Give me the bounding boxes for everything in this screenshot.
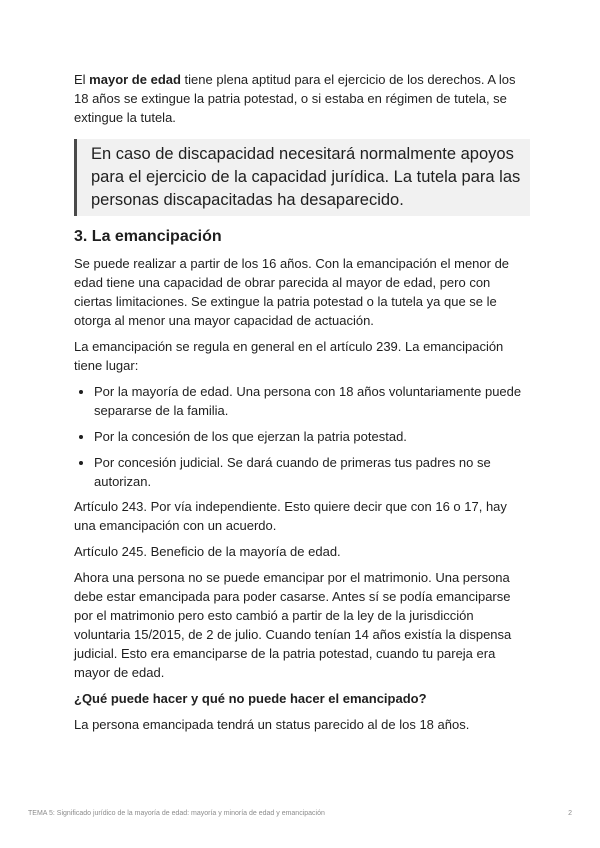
page-content (74, 70, 530, 734)
paragraph-2: La emancipación se regula en general en el artículo 239. La emancipación tiene lugar: (74, 339, 504, 373)
paragraph-4: Artículo 245. Beneficio de la mayoría de edad. (74, 544, 341, 559)
footer-title: TEMA 5: Significado jurídico de la mayoría de edad: mayoría y minoría de edad y emancipación (28, 810, 325, 817)
callout-quote: En caso de discapacidad necesitará normalmente apoyos para el ejercicio de la capacidad jurídica. La tutela para las personas discapacitadas ha desaparecido. (74, 139, 530, 216)
bullet-list (74, 382, 530, 491)
section-heading: 3. La emancipación (74, 228, 222, 245)
paragraph-3: Artículo 243. Por vía independiente. Esto quiere decir que con 16 o 17, hay una emancipación con un acuerdo. (74, 499, 507, 533)
intro-paragraph (74, 70, 530, 127)
paragraph-5: Ahora una persona no se puede emancipar por el matrimonio. Una persona debe estar emancipada para poder casarse. Antes sí se podía emanciparse por el matrimonio pero esto cambió a partir de la ley de la jurisdicción voluntaria 15/2015, de 2 de julio. Cuando tenían 14 años existía la dispensa judicial. Esto era emanciparse de la patria potestad, cuando tu pareja era mayor de edad. (74, 570, 512, 680)
question-heading: ¿Qué puede hacer y qué no puede hacer el emancipado? (74, 691, 427, 706)
page-number: 2 (568, 810, 572, 817)
list-item: • Por la mayoría de edad. Una persona con 18 años voluntariamente puede separarse de la familia. (94, 382, 530, 420)
list-item: • Por concesión judicial. Se dará cuando de primeras tus padres no se autorizan. (94, 453, 530, 491)
intro-bold-term: mayor de edad (89, 72, 181, 87)
paragraph-6: La persona emancipada tendrá un status parecido al de los 18 años. (74, 717, 470, 732)
paragraph-1: Se puede realizar a partir de los 16 años. Con la emancipación el menor de edad tiene una capacidad de obrar parecida al mayor de edad, pero con ciertas limitaciones. Se extingue la patria potestad o la tutela ya que se le otorga al menor una mayor capacidad de actuación. (74, 256, 510, 328)
page-footer (28, 810, 572, 817)
list-item: • Por la concesión de los que ejerzan la patria potestad. (94, 427, 530, 446)
intro-text-after: tiene plena aptitud para el ejercicio de los derechos. A los 18 años se extingue la patria potestad, o si estaba en régimen de tutela, se extingue la tutela. (74, 72, 516, 125)
intro-text-before: El (74, 72, 90, 87)
